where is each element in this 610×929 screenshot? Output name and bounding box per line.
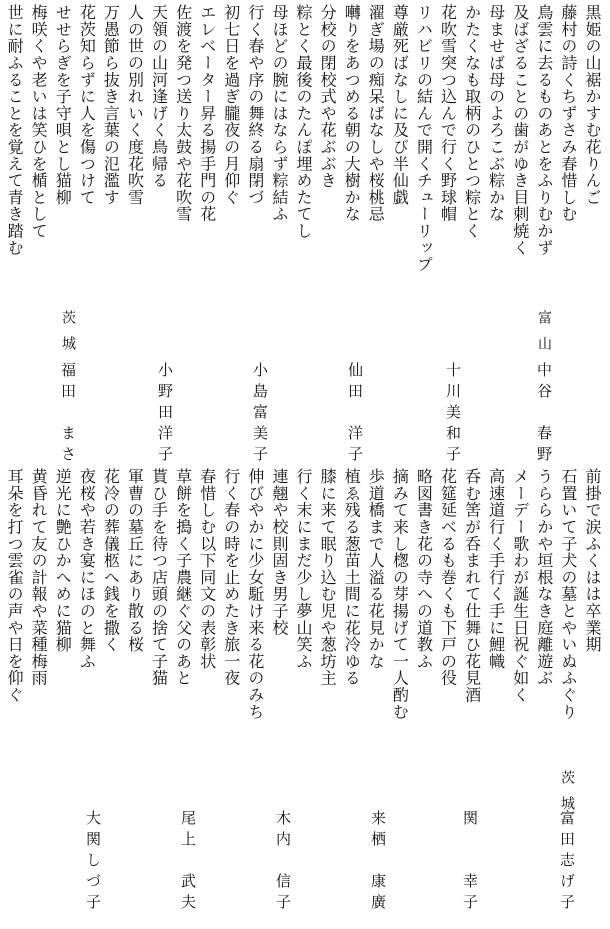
poem-line: 軍曹の墓丘にあり散る桜 (125, 468, 145, 653)
poem-line: 囀りをあつめる朝の大樹かな (342, 4, 362, 223)
poem-line: 逆光に艶ひかへめに猫柳 (53, 468, 73, 653)
poem-line: 歩道橋まで人溢る花見かな (366, 468, 386, 670)
poem-line: 植ゑ残る葱苗土間に花冷ゆる (342, 468, 362, 687)
poem-line: 黒姫の山裾かすむ花りんご (583, 4, 602, 206)
poem-line: 藤村の詩くちずさみ春惜しむ (558, 4, 578, 223)
poem-line: 濯ぎ場の痴呆ばなしや桜桃忌 (366, 4, 386, 223)
poem-line: 前掛で涙ふくはは卒業期 (583, 468, 602, 653)
poem-line: 花吹雪突つ込んで行く野球帽 (438, 4, 458, 223)
poem-line: リハビリの結んで開くチューリップ (414, 4, 434, 273)
poem-line: 伸びやかに少女駈け来る花のみち (245, 468, 265, 720)
poem-line: メーデー歌わが誕生日祝ぐ如く (510, 468, 530, 704)
poem-line: 花筵延べるも巻くも下戸の役 (438, 468, 458, 687)
bottom-section (0, 464, 610, 929)
poem-line: 夜桜や若き宴にほのと舞ふ (77, 468, 97, 670)
author-name: 中谷 春野 (535, 362, 553, 467)
poem-line: 母ほどの腕にはならず粽結ふ (269, 4, 289, 223)
author-name: 福田 まさ (59, 362, 77, 467)
author-name: 大関しづ子 (84, 810, 102, 915)
author-name: 尾上 武夫 (179, 810, 197, 915)
poem-line: 粽とく最後のたんぽ埋めたてし (294, 4, 314, 240)
poem-line: エレベーター昇る揚手門の花 (197, 4, 217, 223)
poem-line: 世に耐ふることを覚えて青き踏む (5, 4, 25, 256)
poem-line: 行く春の時を止めたき旅一夜 (221, 468, 241, 687)
poem-line: 尊厳死ばなしに及び半仙戯 (390, 4, 410, 206)
poem-line: 黄昏れて友の計報や菜種梅雨 (29, 468, 49, 687)
poem-line: 行く末にまだ少し夢山笑ふ (294, 468, 314, 670)
poem-line: かたくなも取柄のひとつ粽とく (462, 4, 482, 240)
poem-line: 行く春や序の舞終る扇閉づ (245, 4, 265, 206)
poem-line: 草餅を搗く子農継ぐ父のあと (173, 468, 193, 687)
poem-line: 及ばざることの歯がゆき目刺焼く (510, 4, 530, 256)
poem-line: うららかや垣根なき庭離遊ぶ (534, 468, 554, 687)
prefecture-label: 茨城 (559, 770, 575, 822)
poem-line: 初七日を過ぎ朧夜の月仰ぐ (221, 4, 241, 206)
poem-line: 人の世の別れいく度花吹雪 (125, 4, 145, 206)
poem-line: 貰ひ手を待つ店頭の捨て子猫 (149, 468, 169, 687)
poem-line: 天領の山河逢げく鳥帰る (149, 4, 169, 189)
poem-line: 春惜しむ以下同文の表彰状 (197, 468, 217, 670)
poem-line: 花冷の葬儀柩へ銭を撒く (101, 468, 121, 653)
poem-line: 花茨知らずに人を傷つけて (77, 4, 97, 206)
author-name: 関 幸子 (461, 810, 479, 915)
poem-line: 分校の閉校式や花ぶぶき (318, 4, 338, 189)
author-name: 木内 信子 (274, 810, 292, 915)
author-name: 小島富美子 (251, 362, 269, 467)
poem-line: 連翹や校則固き男子校 (269, 468, 289, 636)
author-name: 富田志げ子 (558, 810, 576, 915)
poem-line: 鳥雲に去るものあとをふりむかず (534, 4, 554, 256)
poem-line: 高速道行く手行く手に鯉幟 (486, 468, 506, 670)
prefecture-label: 富山 (536, 310, 552, 362)
author-name: 来栖 康廣 (369, 810, 387, 915)
poem-line: 略図書き花の寺への道教ふ (414, 468, 434, 670)
author-name: 小野田洋子 (156, 362, 174, 467)
prefecture-label: 茨城 (60, 310, 76, 362)
poem-line: 膝に来て眠り込む児や葱坊主 (318, 468, 338, 687)
poem-line: 呑む筈が呑まれて仕舞ひ花見酒 (462, 468, 482, 704)
poem-line: 梅咲くや老いは笑ひを楯として (29, 4, 49, 240)
poem-line: 佐渡を発つ送り太鼓や花吹雪 (173, 4, 193, 223)
author-name: 十川美和子 (444, 362, 462, 467)
poem-line: 耳朵を打つ雲雀の声や日を仰ぐ (5, 468, 25, 704)
author-name: 仙田 洋子 (346, 362, 364, 467)
poem-line: 摘みて来し楤の芽揚げて一人酌む (390, 468, 410, 720)
poem-line: 母ませば母のよろこぶ粽かな (486, 4, 506, 223)
poem-line: せせらぎを子守唄とし猫柳 (53, 4, 73, 206)
poem-line: 万愚節ら抜き言葉の氾濫す (101, 4, 121, 206)
poem-line: 石置いて子犬の墓とやいぬふぐり (558, 468, 578, 720)
